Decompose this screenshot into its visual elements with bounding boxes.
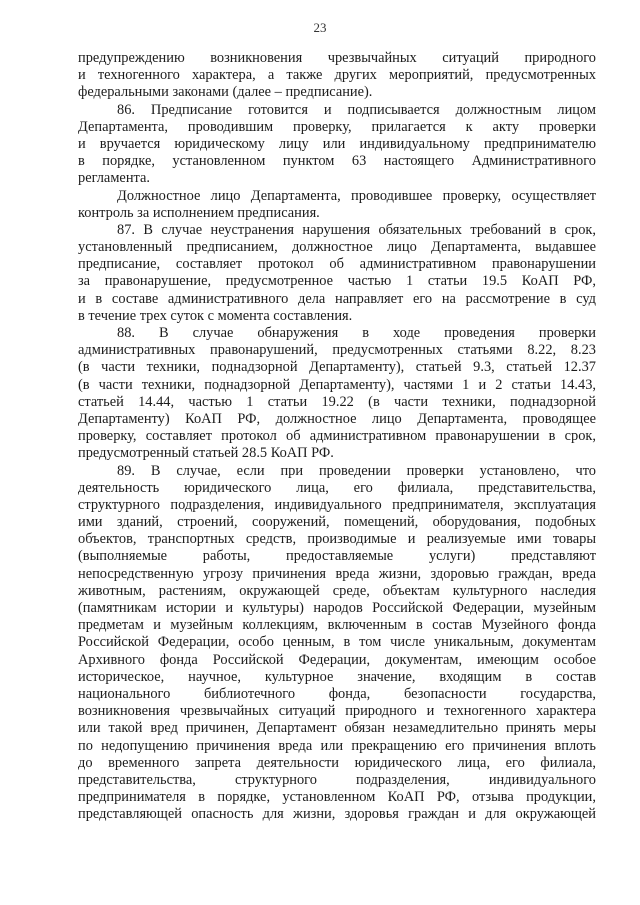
text-line: административных правонарушений, предусмотренных статьями 8.22, 8.23 — [78, 342, 596, 359]
text-line: объектов, транспортных средств, производимые и реализуемые ими товары — [78, 531, 596, 548]
text-line: (в части техники, поднадзорной Департаменту), частями 1 и 2 статьи 14.43, — [78, 376, 596, 393]
text-line: (в части техники, поднадзорной Департаменту), статьей 9.3, статьей 12.37 — [78, 359, 596, 376]
text-line: ими зданий, строений, сооружений, помещений, оборудования, подобных — [78, 514, 596, 531]
text-line: предметам и музейным коллекциям, включенным в состав Музейного фонда — [78, 617, 596, 634]
text-line: предпринимателя в порядке, установленном КоАП РФ, отзыва продукции, — [78, 789, 596, 806]
text-line: Архивного фонда Российской Федерации, документам, имеющим особое — [78, 651, 596, 668]
text-line: представительства, структурного подразделения, индивидуального — [78, 771, 596, 788]
text-line: (памятникам истории и культуры) народов Российской Федерации, музейным — [78, 600, 596, 616]
text-line: структурного подразделения, индивидуального предпринимателя, эксплуатация — [78, 496, 596, 513]
text-line: и вручается юридическому лицу или индивидуальному предпринимателю — [78, 135, 596, 152]
text-line: Департамента, проводившим проверку, прилагается к акту проверки — [78, 118, 596, 135]
text-line: предписание, составляет протокол об административном правонарушении — [78, 256, 596, 273]
text-line: непосредственную угрозу причинения вреда жизни, здоровью граждан, вреда — [78, 565, 596, 582]
text-line: возникновения чрезвычайных ситуаций природного и техногенного характера — [78, 703, 596, 720]
text-line: установленный предписанием, должностное лицо Департамента, выдавшее — [78, 239, 596, 256]
text-line: и техногенного характера, а также других мероприятий, предусмотренных — [78, 67, 596, 84]
text-line: историческое, научное, культурное значение, входящим в состав — [78, 668, 596, 685]
text-line: 89. В случае, если при проведении проверки установлено, что — [117, 462, 596, 479]
text-line: в течение трех суток с момента составления. — [78, 307, 353, 324]
text-line: (выполняемые работы, предоставляемые услуги) представляют — [78, 548, 596, 565]
text-line: и в составе административного дела направляет его на рассмотрение в суд — [78, 290, 596, 307]
text-line: федеральными законами (далее – предписание). — [78, 84, 373, 101]
text-line: предупреждению возникновения чрезвычайных ситуаций природного — [78, 50, 596, 66]
text-line: 86. Предписание готовится и подписывается должностным лицом — [117, 101, 596, 118]
text-line: до временного запрета деятельности юридического лица, его филиала, — [78, 754, 596, 771]
text-line: национального библиотечного фонда, безопасности государства, — [78, 685, 596, 702]
text-line: животным, растениям, окружающей среде, объектам культурного наследия — [78, 582, 596, 599]
text-line: Российской Федерации, особо ценным, в том числе уникальным, документам — [78, 634, 596, 651]
text-line: деятельность юридического лица, его филиала, представительства, — [78, 479, 596, 496]
text-line: статьей 14.44, частью 1 статьи 19.22 (в части техники, поднадзорной — [78, 393, 596, 410]
text-line: проверку, составляет протокол об административном правонарушении в срок, — [78, 428, 596, 445]
text-line: или такой вред причинен, Департамент обязан незамедлительно принять меры — [78, 720, 596, 737]
document-body — [78, 50, 596, 823]
text-line: предусмотренный статьей 28.5 КоАП РФ. — [78, 445, 334, 462]
text-line: 88. В случае обнаружения в ходе проведения проверки — [117, 325, 596, 341]
page-number: 23 — [313, 20, 327, 35]
text-line: регламента. — [78, 170, 150, 187]
text-line: Департаменту) КоАП РФ, должностное лицо Департамента, проводящее — [78, 410, 596, 427]
text-line: Должностное лицо Департамента, проводившее проверку, осуществляет — [117, 187, 596, 204]
text-line: по недопущению причинения вреда или прекращению его причинения вплоть — [78, 737, 596, 754]
text-line: за правонарушение, предусмотренное частью 1 статьи 19.5 КоАП РФ, — [78, 273, 596, 290]
text-line: контроль за исполнением предписания. — [78, 204, 320, 221]
text-line: представляющей опасность для жизни, здоровья граждан и для окружающей — [78, 806, 596, 823]
text-line: 87. В случае неустранения нарушения обязательных требований в срок, — [117, 221, 596, 238]
text-line: в порядке, установленном пунктом 63 настоящего Административного — [78, 153, 596, 170]
